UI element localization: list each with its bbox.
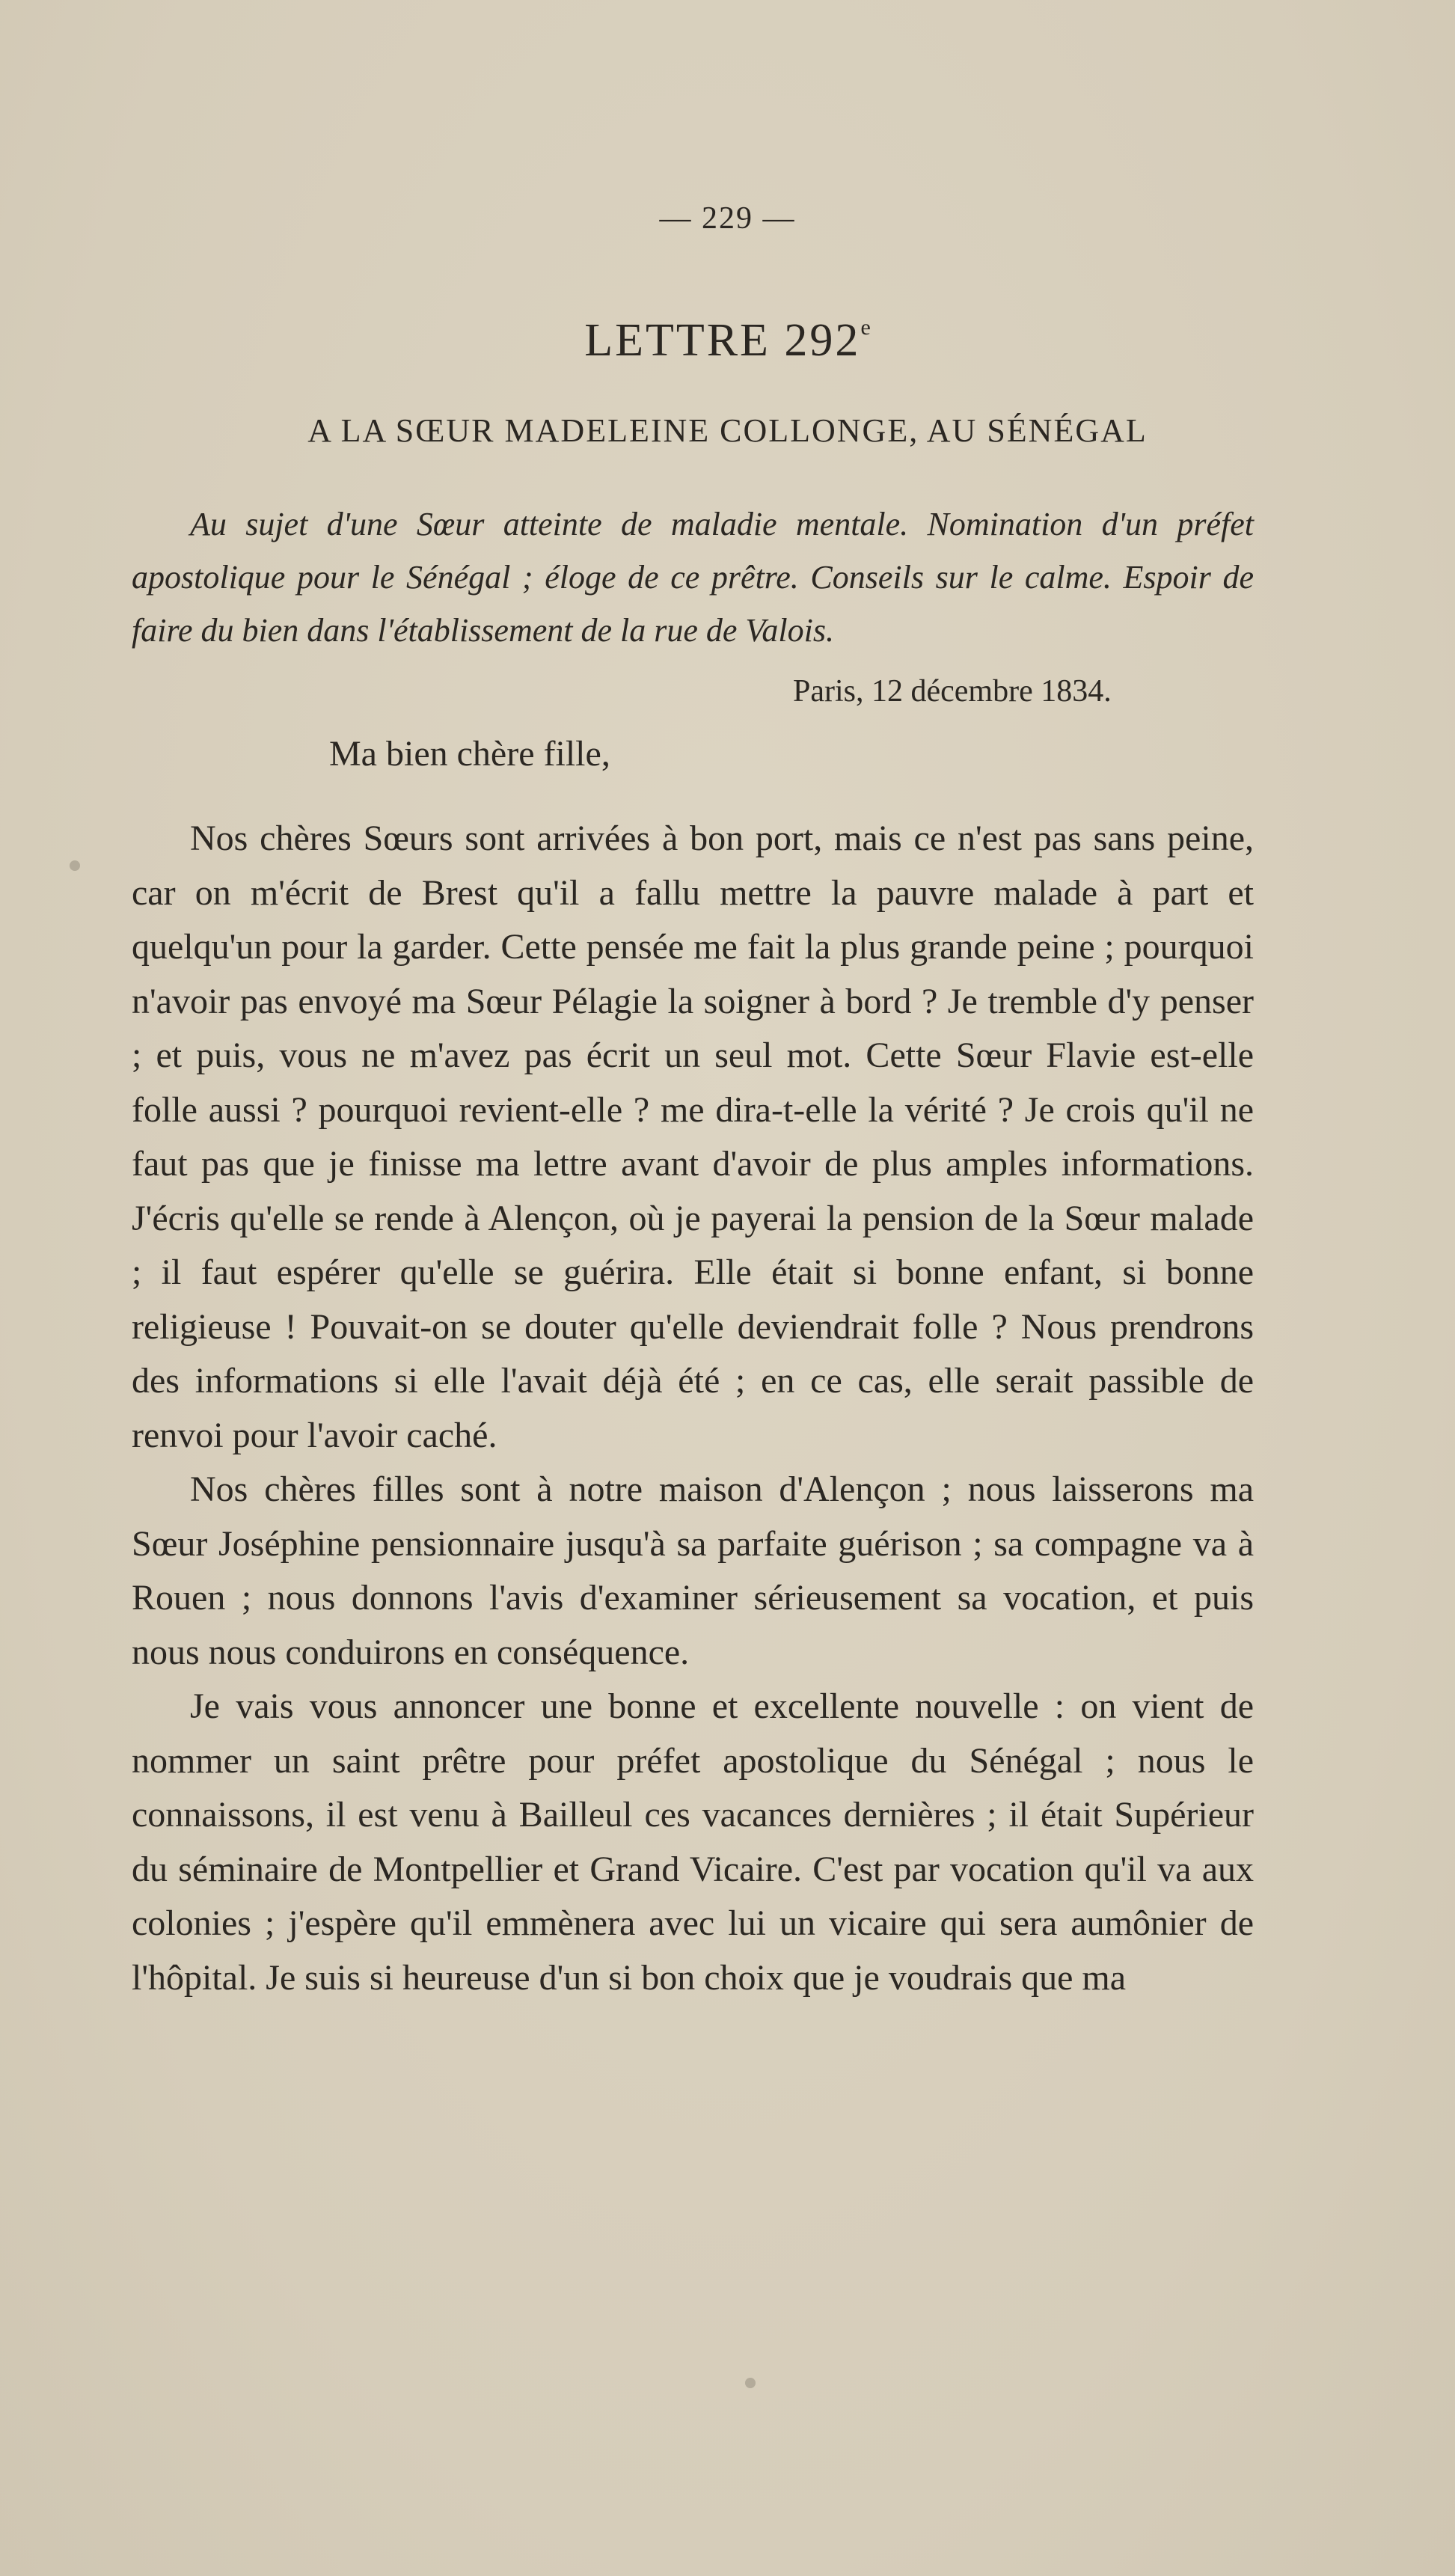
body-paragraph: Nos chères Sœurs sont arrivées à bon port, mais ce n'est pas sans peine, car on m'écrit de Brest qu'il a fallu mettre la pauvre malade à part et quelqu'un pour la garder. Cette pensée me fait la plus grande peine ; pourquoi n'avoir pas envoyé ma Sœur Pélagie la soigner à bord ? Je tremble d'y penser ; et puis, vous ne m'avez pas écrit un seul mot. Cette Sœur Flavie est-elle folle aussi ? pourquoi revient-elle ? me dira-t-elle la vérité ? Je crois qu'il ne faut pas que je finisse ma lettre avant d'avoir de plus amples informations. J'écris qu'elle se rende à Alençon, où je payerai la pension de la Sœur malade ; il faut espérer qu'elle se guérira. Elle était si bonne enfant, si bonne religieuse ! Pouvait-on se douter qu'elle deviendrait folle ? Nous prendrons des informations si elle l'avait déjà été ; en ce cas, elle serait passible de renvoi pour l'avoir caché. — [132, 819, 1254, 1455]
paper-speck — [70, 860, 80, 871]
body-paragraph: Nos chères filles sont à notre maison d'Alençon ; nous laisserons ma Sœur Joséphine pensionnaire jusqu'à sa parfaite guérison ; sa compagne va à Rouen ; nous donnons l'avis d'examiner sérieusement sa vocation, et puis nous nous conduirons en conséquence. — [132, 1469, 1254, 1672]
body-paragraph: Je vais vous annoncer une bonne et excellente nouvelle : on vient de nommer un saint prêtre pour préfet apostolique du Sénégal ; nous le connaissons, il est venu à Bailleul ces vacances dernières ; il était Supérieur du séminaire de Montpellier et Grand Vicaire. C'est par vocation qu'il va aux colonies ; j'espère qu'il emmènera avec lui un vicaire qui sera aumônier de l'hôpital. Je suis si heureuse d'un si bon choix que je voudrais que ma — [132, 1686, 1254, 1998]
letter-title — [0, 314, 1455, 367]
letter-summary: Au sujet d'une Sœur atteinte de maladie mentale. Nomination d'un préfet apostolique pour le Sénégal ; éloge de ce prêtre. Conseils sur le calme. Espoir de faire du bien dans l'établissement de la rue de Valois. — [132, 506, 1254, 649]
paper-speck — [745, 2378, 756, 2388]
letter-recipient: A LA SŒUR MADELEINE COLLONGE, AU SÉNÉGAL — [307, 412, 1148, 449]
letter-body — [132, 812, 1254, 2005]
letter-salutation: Ma bien chère fille, — [329, 734, 610, 774]
letter-dateline: Paris, 12 décembre 1834. — [793, 674, 1112, 709]
letter-number: LETTRE 292 — [584, 315, 861, 366]
letter-number-suffix: e — [860, 315, 871, 340]
page-number: — 229 — — [659, 201, 796, 236]
